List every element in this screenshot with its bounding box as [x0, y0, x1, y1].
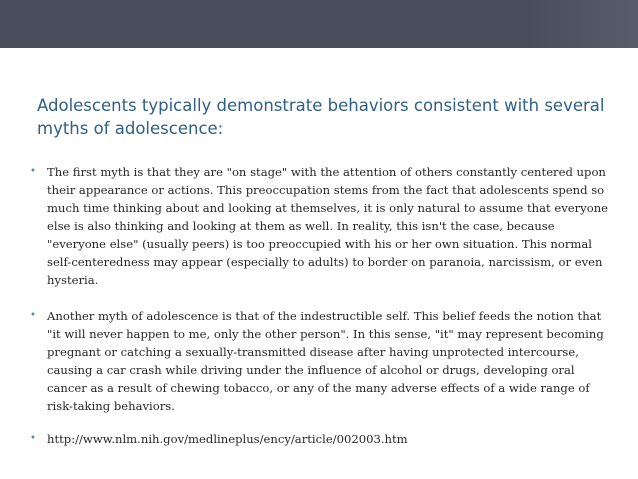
source-url-text: http://www.nlm.nih.gov/medlineplus/ency/article/002003.htm: [47, 432, 408, 446]
header-accent: [530, 0, 638, 48]
bullet-item-source-url: [30, 430, 615, 448]
bullet-text: Another myth of adolescence is that of the indestructible self. This belief feeds the notion that "it will never happen to me, only the other person". In this sense, "it" may represent becoming pregnant or catching a sexually-transmitted disease after having unprotected intercourse, causing a car crash while driving under the influence of alcohol or drugs, developing oral cancer as a result of chewing tobacco, or any of the many adverse effects of a wide range of risk-taking behaviors.: [47, 309, 604, 413]
bullet-marker: •: [30, 433, 36, 444]
bullet-list: [30, 163, 615, 466]
bullet-marker: •: [30, 310, 36, 321]
bullet-marker: •: [30, 166, 36, 177]
bullet-item-on-stage-myth: [30, 163, 615, 289]
slide-title: Adolescents typically demonstrate behaviors consistent with several myths of adolescence:: [37, 96, 605, 138]
bullet-text: The first myth is that they are "on stage" with the attention of others constantly centered upon their appearance or actions. This preoccupation stems from the fact that adolescents spend so much time thinking about and looking at themselves, it is only natural to assume that everyone else is also thinking and looking at them as well. In reality, this isn't the case, because "everyone else" (usually peers) is too preoccupied with his or her own situation. This normal self-centeredness may appear (especially to adults) to border on paranoia, narcissism, or even hysteria.: [47, 165, 609, 287]
bullet-item-indestructible-myth: [30, 307, 615, 415]
